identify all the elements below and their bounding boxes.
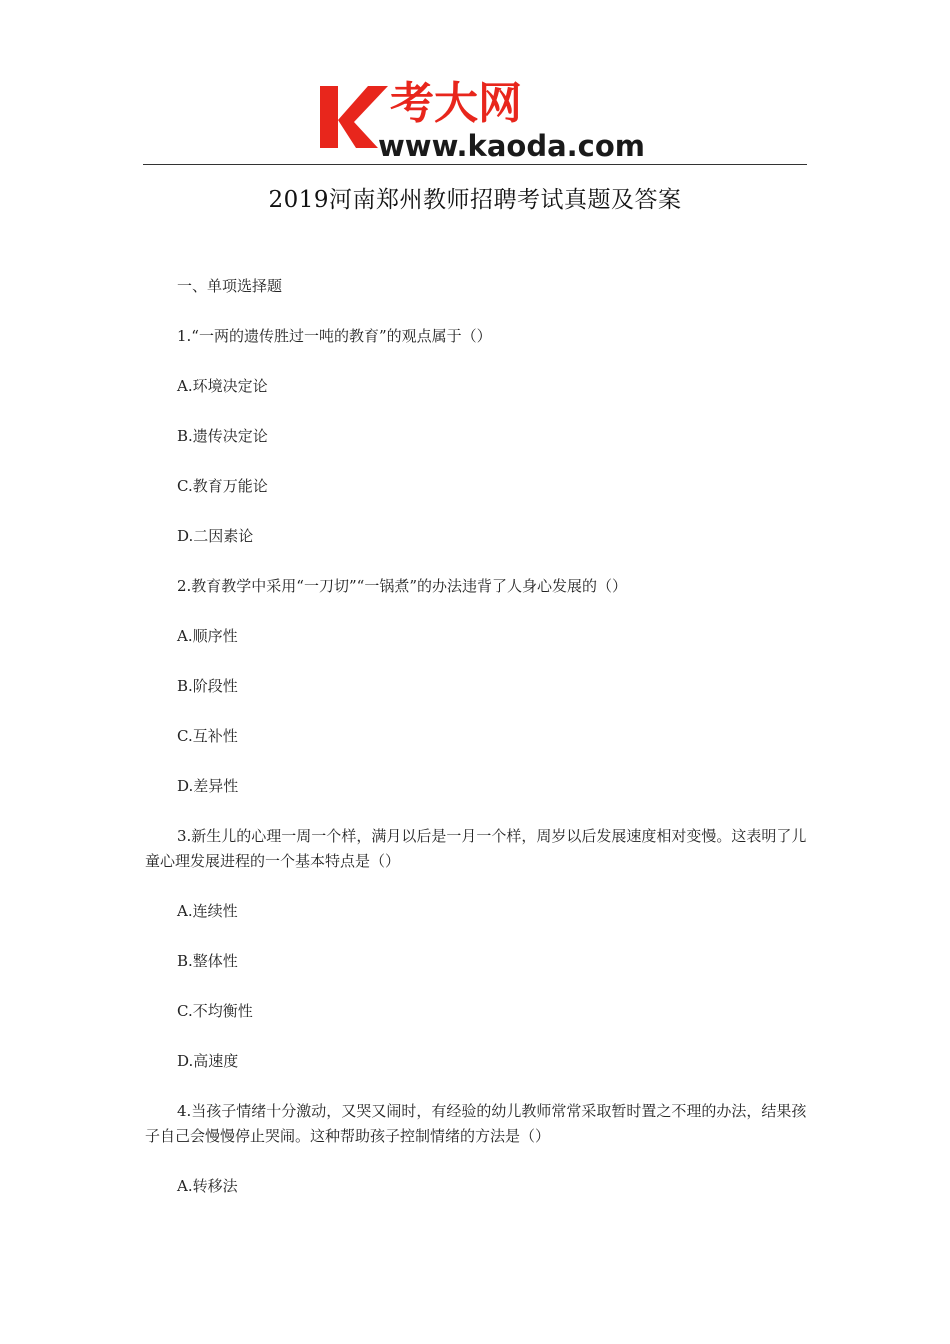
question-stem: 1.“一两的遗传胜过一吨的教育”的观点属于（） [177,327,492,345]
kaoda-logo-graphic [318,78,648,162]
document-title: 2019河南郑州教师招聘考试真题及答案 [268,187,682,213]
question-option: D.高速度 [177,1052,239,1070]
kaoda-logo [318,78,648,162]
section-heading: 一、单项选择题 [177,277,283,295]
logo-brand-text: 考大网 [390,78,522,129]
question-stem: 2.教育教学中采用“一刀切”“一锅煮”的办法违背了人身心发展的（） [177,577,627,595]
question-option: A.连续性 [177,902,238,920]
question-option: C.不均衡性 [177,1002,253,1020]
logo-url-text: www.kaoda.com [378,129,645,162]
question-option: B.阶段性 [177,677,238,695]
question-stem: 4.当孩子情绪十分激动，又哭又闹时，有经验的幼儿教师常常采取暂时置之不理的办法，结果孩子自己会慢慢停止哭闹。这种帮助孩子控制情绪的方法是（） [145,1102,807,1145]
question-option: C.互补性 [177,727,238,745]
question-stem: 3.新生儿的心理一周一个样，满月以后是一月一个样，周岁以后发展速度相对变慢。这表明了儿童心理发展进程的一个基本特点是（） [145,827,807,870]
question-option: A.顺序性 [177,627,238,645]
question-option: B.整体性 [177,952,238,970]
question-option: D.差异性 [177,777,239,795]
question-option: B.遗传决定论 [177,427,268,445]
question-option: D.二因素论 [177,527,254,545]
header-divider [143,164,807,165]
question-option: A.转移法 [177,1177,238,1195]
document-body [145,274,815,1224]
question-option: A.环境决定论 [177,377,268,395]
question-option: C.教育万能论 [177,477,268,495]
